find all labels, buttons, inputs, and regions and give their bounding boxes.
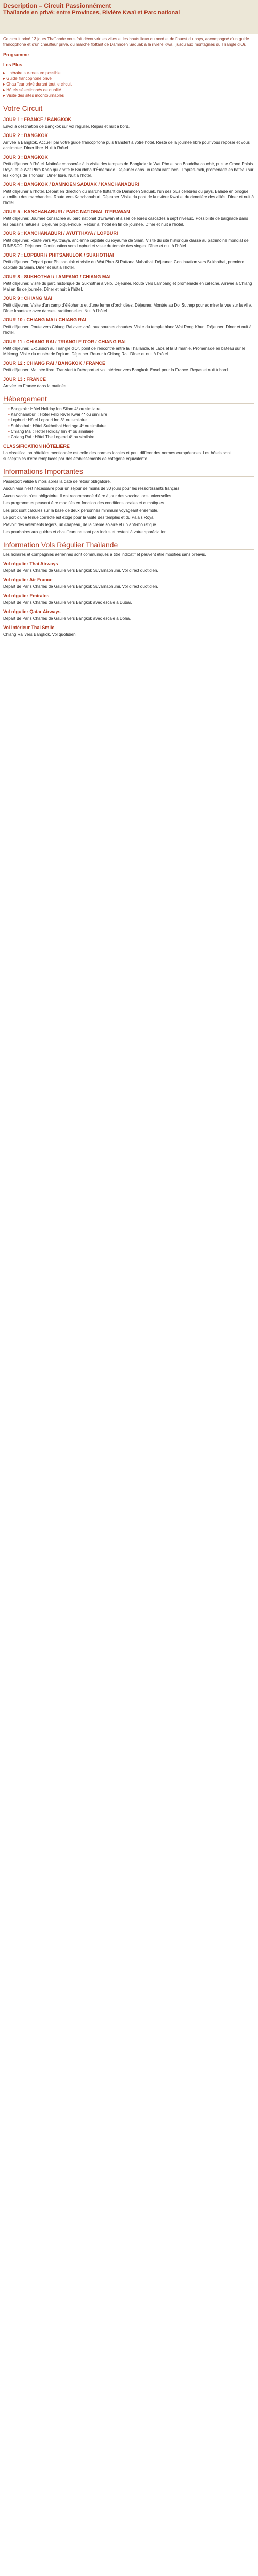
flight-title: Vol régulier Air France xyxy=(3,577,53,582)
flight-title: Vol intérieur Thai Smile xyxy=(3,625,55,630)
day-title: JOUR 7 : LOPBURI / PHITSANULOK / SUKHOTHAI xyxy=(3,252,114,258)
info-paragraph: Passeport valide 6 mois après la date de retour obligatoire. xyxy=(3,479,111,484)
page-title: Description – Circuit Passionnément xyxy=(3,2,111,9)
day-text: Petit déjeuner. Départ pour Phitsanulok et visite du Wat Phra Si Rattana Mahathat. Déjeuner. Continuation vers Sukhothai, première capitale du Siam. Dîner et nuit à l'hôtel. xyxy=(3,260,245,270)
day-block xyxy=(3,252,254,270)
day-block xyxy=(3,360,254,373)
day-block xyxy=(3,317,254,335)
highlight-item[interactable]: ▸ Guide francophone privé xyxy=(3,76,254,81)
flight-text: Départ de Paris Charles de Gaulle vers Bangkok Suvarnabhumi. Vol direct quotidien. xyxy=(3,584,158,589)
classification-title: CLASSIFICATION HÔTELIÈRE xyxy=(3,444,70,449)
section-title-vols: Information Vols Régulier Thaïlande xyxy=(3,540,254,550)
flight-title: Vol régulier Thai Airways xyxy=(3,561,58,566)
day-block xyxy=(3,181,254,206)
day-text: Petit déjeuner. Route vers Chiang Rai avec arrêt aux sources chaudes. Visite du temple blanc Wat Rong Khun. Déjeuner. Dîner et nuit à l'hôtel. xyxy=(3,325,252,335)
list-item: • Bangkok : Hôtel Holiday Inn Silom 4* ou similaire xyxy=(8,406,254,412)
list-item: • Lopburi : Hôtel Lopburi Inn 3* ou similaire xyxy=(8,417,254,423)
list-item: • Chiang Rai : Hôtel The Legend 4* ou similaire xyxy=(8,434,254,440)
day-block xyxy=(3,230,254,249)
day-title: JOUR 4 : BANGKOK / DAMNOEN SADUAK / KANCHANABURI xyxy=(3,182,139,187)
day-text: Petit déjeuner. Matinée libre. Transfert à l'aéroport et vol intérieur vers Bangkok. Envol pour la France. Repas et nuit à bord. xyxy=(3,368,229,372)
day-text: Petit déjeuner. Visite du parc historique de Sukhothai à vélo. Déjeuner. Route vers Lampang et promenade en calèche. Arrivée à Chiang Mai en fin de journée. Dîner et nuit à l'hôtel. xyxy=(3,281,252,292)
intro-text: Ce circuit privé 13 jours Thaïlande vous fait découvrir les villes et les hauts lieux du nord et de l'ouest du pays, accompagné d'un guide francophone et d'un chauffeur privé, du marché flottant de Damnoen Saduak à la rivière Kwaï, jusqu'aux montagnes du Triangle d'Or. xyxy=(3,37,249,47)
info-paragraph: Les prix sont calculés sur la base de deux personnes minimum voyageant ensemble. xyxy=(3,508,159,513)
classification-text: La classification hôtelière mentionnée est celle des normes locales et peut différer des normes européennes. Les hôtels sont susceptibles d'être remplacés par des établissements de catégorie équivalente. xyxy=(3,451,231,461)
flight-title: Vol régulier Qatar Airways xyxy=(3,609,61,614)
day-title: JOUR 6 : KANCHANABURI / AYUTTHAYA / LOPBURI xyxy=(3,231,118,236)
content xyxy=(0,36,258,637)
hero-banner xyxy=(0,0,258,34)
info-paragraph: Aucun visa n'est nécessaire pour un séjour de moins de 30 jours pour les ressortissants français. xyxy=(3,486,181,491)
section-title-circuit: Votre Circuit xyxy=(3,104,254,113)
day-block xyxy=(3,116,254,129)
day-title: JOUR 9 : CHIANG MAI xyxy=(3,296,53,301)
itinerary xyxy=(3,116,254,389)
highlight-item[interactable]: ▸ Visite des sites incontournables xyxy=(3,93,254,98)
hotel-list xyxy=(8,406,254,440)
info-paragraph: Prévoir des vêtements légers, un chapeau, de la crème solaire et un anti-moustique. xyxy=(3,522,157,527)
day-block xyxy=(3,338,254,357)
day-title: JOUR 10 : CHIANG MAI / CHIANG RAI xyxy=(3,317,87,323)
day-title: JOUR 11 : CHIANG RAI / TRIANGLE D'OR / CHIANG RAI xyxy=(3,339,126,344)
day-block xyxy=(3,274,254,292)
flight-list xyxy=(3,561,254,637)
flight-block xyxy=(3,592,254,605)
list-item: • Sukhothai : Hôtel Sukhothai Heritage 4* ou similaire xyxy=(8,423,254,429)
day-title: JOUR 8 : SUKHOTHAI / LAMPANG / CHIANG MAI xyxy=(3,274,111,279)
day-block xyxy=(3,132,254,151)
info-paragraph: Aucun vaccin n'est obligatoire. Il est recommandé d'être à jour des vaccinations universelles. xyxy=(3,494,173,498)
flight-block xyxy=(3,561,254,573)
day-title: JOUR 2 : BANGKOK xyxy=(3,133,49,138)
highlight-item[interactable]: ▸ Hôtels sélectionnés de qualité xyxy=(3,87,254,93)
day-title: JOUR 5 : KANCHANABURI / PARC NATIONAL D'ERAWAN xyxy=(3,209,130,214)
day-title: JOUR 13 : FRANCE xyxy=(3,377,46,382)
plus-label: Les Plus xyxy=(3,62,23,67)
section-title-hebergement: Hébergement xyxy=(3,394,254,404)
programme-label: Programme xyxy=(3,52,29,57)
day-block xyxy=(3,209,254,227)
vols-intro: Les horaires et compagnies aériennes sont communiqués à titre indicatif et peuvent être modifiés sans préavis. xyxy=(3,552,206,557)
flight-title: Vol régulier Emirates xyxy=(3,593,50,598)
day-text: Petit déjeuner à l'hôtel. Départ en direction du marché flottant de Damnoen Saduak, l'un des plus célèbres du pays. Balade en pirogue au milieu des marchandes. Route vers Kanchanaburi. Déjeuner. Visite du pont de la rivière Kwaï et du cimetière des alliés. Dîner et nuit à l'hôtel. xyxy=(3,189,254,205)
highlights-list xyxy=(3,70,254,98)
day-block xyxy=(3,295,254,314)
list-item: • Chiang Mai : Hôtel Holiday Inn 4* ou similaire xyxy=(8,429,254,434)
flight-block xyxy=(3,624,254,637)
flight-block xyxy=(3,608,254,621)
day-text: Petit déjeuner. Route vers Ayutthaya, ancienne capitale du royaume de Siam. Visite du site historique classé au patrimoine mondial de l'UNESCO. Déjeuner. Continuation vers Lopburi et visite du temple des singes. Dîner et nuit à l'hôtel. xyxy=(3,238,249,248)
page-subtitle: Thaïlande en privé: entre Provinces, Rivière Kwaï et Parc national xyxy=(3,10,180,16)
day-text: Envol à destination de Bangkok sur vol régulier. Repas et nuit à bord. xyxy=(3,124,130,129)
flight-block xyxy=(3,577,254,589)
section-title-infos: Informations Importantes xyxy=(3,467,254,477)
info-paragraph: Les pourboires aux guides et chauffeurs ne sont pas inclus et restent à votre appréciation. xyxy=(3,530,168,534)
flight-text: Chiang Rai vers Bangkok. Vol quotidien. xyxy=(3,632,77,637)
list-item: • Kanchanaburi : Hôtel Felix River Kwai 4* ou similaire xyxy=(8,412,254,417)
day-text: Petit déjeuner. Excursion au Triangle d'Or, point de rencontre entre la Thaïlande, le Laos et la Birmanie. Promenade en bateau sur le Mékong. Visite du musée de l'opium. Déjeuner. Retour à Chiang Rai. Dîner et nuit à l'hôtel. xyxy=(3,346,246,357)
info-list xyxy=(3,479,254,535)
day-text: Arrivée en France dans la matinée. xyxy=(3,384,68,388)
day-text: Petit déjeuner. Visite d'un camp d'éléphants et d'une ferme d'orchidées. Déjeuner. Montée au Doi Suthep pour admirer la vue sur la ville. Dîner khantoke avec danses traditionnelles. Nuit à l'hôtel. xyxy=(3,303,252,313)
day-block xyxy=(3,376,254,389)
flight-text: Départ de Paris Charles de Gaulle vers Bangkok avec escale à Dubaï. xyxy=(3,600,132,605)
day-text: Petit déjeuner. Journée consacrée au parc national d'Erawan et à ses célèbres cascades à sept niveaux. Possibilité de baignade dans les bassins naturels. Déjeuner pique-nique. Retour à l'hôtel en fin de journée. Dîner et nuit à l'hôtel. xyxy=(3,216,248,227)
highlight-item[interactable]: ▸ Chauffeur privé durant tout le circuit xyxy=(3,81,254,87)
day-title: JOUR 3 : BANGKOK xyxy=(3,155,49,160)
day-text: Petit déjeuner à l'hôtel. Matinée consacrée à la visite des temples de Bangkok : le Wat Pho et son Bouddha couché, puis le Grand Palais Royal et le Wat Phra Kaeo qui abrite le Bouddha d'Émeraude. Déjeuner dans un restaurant local. L'après-midi, promenade en bateau sur les klongs de Thonburi. Dîner libre. Nuit à l'hôtel. xyxy=(3,162,254,178)
info-paragraph: Le port d'une tenue correcte est exigé pour la visite des temples et du Palais Royal. xyxy=(3,515,156,520)
day-title: JOUR 1 : FRANCE / BANGKOK xyxy=(3,117,72,122)
highlight-item[interactable]: ▸ Itinéraire sur-mesure possible xyxy=(3,70,254,76)
flight-text: Départ de Paris Charles de Gaulle vers Bangkok Suvarnabhumi. Vol direct quotidien. xyxy=(3,568,158,573)
day-block xyxy=(3,154,254,178)
flight-text: Départ de Paris Charles de Gaulle vers Bangkok avec escale à Doha. xyxy=(3,616,131,621)
day-title: JOUR 12 : CHIANG RAI / BANGKOK / FRANCE xyxy=(3,361,106,366)
info-paragraph: Les programmes peuvent être modifiés en fonction des conditions locales et climatiques. xyxy=(3,501,165,505)
day-text: Arrivée à Bangkok. Accueil par votre guide francophone puis transfert à votre hôtel. Reste de la journée libre pour vous reposer et vous acclimater. Dîner libre. Nuit à l'hôtel. xyxy=(3,140,250,150)
